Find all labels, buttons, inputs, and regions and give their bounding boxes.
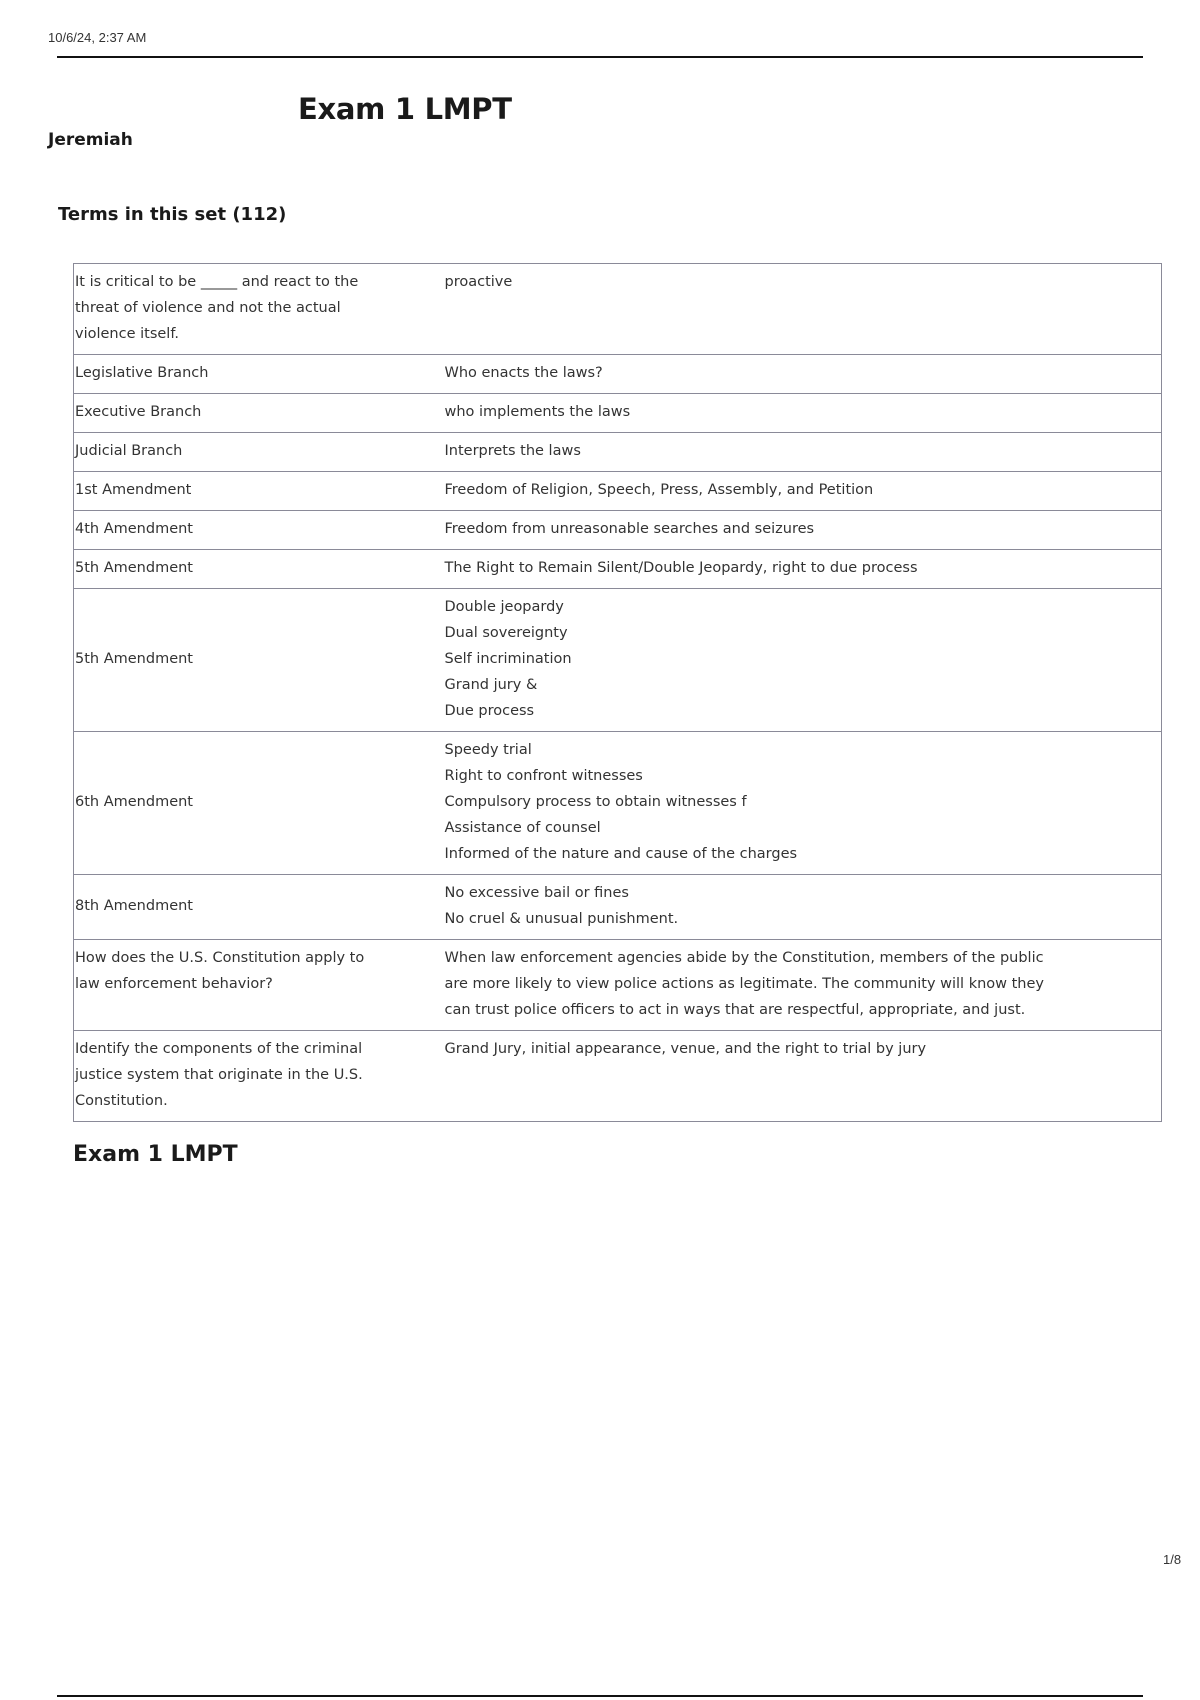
definition-cell: [410, 433, 1162, 472]
definition-line: Grand Jury, initial appearance, venue, and the right to trial by jury: [444, 1041, 927, 1057]
definition-cell: [410, 732, 1162, 875]
term-cell: 8th Amendment: [74, 875, 410, 940]
definition-cell: [410, 589, 1162, 732]
term-cell: How does the U.S. Constitution apply to law enforcement behavior?: [74, 940, 410, 1031]
term-cell: Identify the components of the criminal justice system that originate in the U.S. Constitution.: [74, 1031, 410, 1122]
term-row: [74, 355, 1162, 394]
term-cell: 5th Amendment: [74, 589, 410, 732]
definition-line: proactive: [444, 274, 513, 290]
term-row: [74, 732, 1162, 875]
term-cell: Judicial Branch: [74, 433, 410, 472]
term-row: [74, 433, 1162, 472]
definition-line: Assistance of counsel: [444, 820, 601, 836]
definition-line: Dual sovereignty: [444, 625, 568, 641]
definition-line: Interprets the laws: [444, 443, 581, 459]
definition-cell: [410, 264, 1162, 355]
definition-line: Grand jury &: [444, 677, 538, 693]
definition-line: Freedom from unreasonable searches and seizures: [444, 521, 815, 537]
term-cell: 1st Amendment: [74, 472, 410, 511]
page-number: 1/8: [1163, 1552, 1182, 1567]
definition-cell: [410, 940, 1162, 1031]
author-name: Jeremiah: [48, 130, 133, 150]
definition-cell: [410, 550, 1162, 589]
definition-cell: [410, 511, 1162, 550]
definition-line: Freedom of Religion, Speech, Press, Assembly, and Petition: [444, 482, 874, 498]
term-row: [74, 875, 1162, 940]
definition-line: No cruel & unusual punishment.: [444, 911, 679, 927]
terms-count-heading: Terms in this set (112): [58, 204, 287, 225]
term-row: [74, 940, 1162, 1031]
term-cell: 5th Amendment: [74, 550, 410, 589]
definition-cell: [410, 355, 1162, 394]
definition-line: When law enforcement agencies abide by the Constitution, members of the public are more likely to view police actions as legitimate. The community will know they can trust police officers to act in ways that are respectful, appropriate, and just.: [444, 950, 1044, 1018]
print-timestamp: 10/6/24, 2:37 AM: [48, 30, 147, 45]
definition-line: Speedy trial: [444, 742, 532, 758]
term-row: [74, 472, 1162, 511]
definition-line: The Right to Remain Silent/Double Jeopardy, right to due process: [444, 560, 918, 576]
term-cell: 6th Amendment: [74, 732, 410, 875]
term-cell: Legislative Branch: [74, 355, 410, 394]
term-cell: It is critical to be _____ and react to the threat of violence and not the actual violence itself.: [74, 264, 410, 355]
term-row: [74, 589, 1162, 732]
definition-line: Due process: [444, 703, 535, 719]
definition-line: No excessive bail or fines: [444, 885, 629, 901]
page-title: Exam 1 LMPT: [298, 92, 512, 126]
term-row: [74, 550, 1162, 589]
footer-rule: [57, 1695, 1143, 1697]
definition-line: Double jeopardy: [444, 599, 564, 615]
term-row: [74, 511, 1162, 550]
definition-cell: [410, 472, 1162, 511]
term-row: [74, 264, 1162, 355]
definition-cell: [410, 875, 1162, 940]
term-row: [74, 1031, 1162, 1122]
header-rule: [57, 56, 1143, 58]
definition-cell: [410, 394, 1162, 433]
definition-line: Informed of the nature and cause of the charges: [444, 846, 798, 862]
terms-table: [73, 263, 1162, 1122]
term-cell: 4th Amendment: [74, 511, 410, 550]
definition-line: Self incrimination: [444, 651, 572, 667]
definition-cell: [410, 1031, 1162, 1122]
definition-line: Compulsory process to obtain witnesses f: [444, 794, 747, 810]
definition-line: who implements the laws: [444, 404, 631, 420]
definition-line: Right to confront witnesses: [444, 768, 643, 784]
term-row: [74, 394, 1162, 433]
term-cell: Executive Branch: [74, 394, 410, 433]
set-footer-title: Exam 1 LMPT: [73, 1142, 238, 1167]
definition-line: Who enacts the laws?: [444, 365, 603, 381]
